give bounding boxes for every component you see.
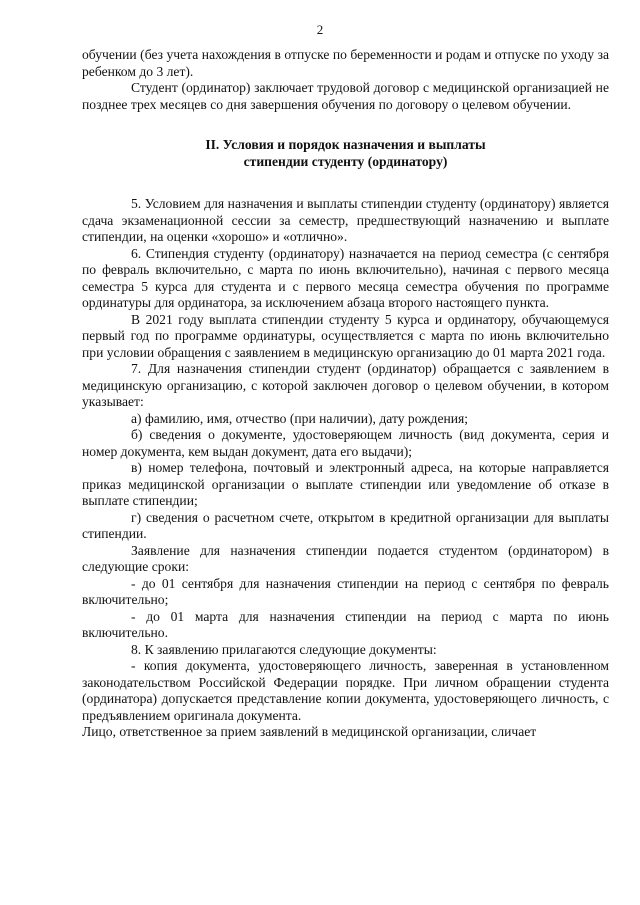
- document-body: [82, 47, 609, 741]
- section-heading: [82, 137, 609, 170]
- paragraph-5: 5. Условием для назначения и выплаты стипендии студенту (ординатору) является сдача экзаменационной сессии за семестр, предшествующий назначению и выплате стипендии, на оценки «хорошо» и «отлично».: [82, 196, 609, 244]
- paragraph-7-c: в) номер телефона, почтовый и электронный адреса, на которые направляется приказ медицинской организации о выплате стипендии или уведомление об отказе в выплате стипендии;: [82, 460, 609, 508]
- paragraph-application-terms: Заявление для назначения стипендии подается студентом (ординатором) в следующие сроки:: [82, 542, 609, 574]
- paragraph-7-a: а) фамилию, имя, отчество (при наличии), дату рождения;: [131, 410, 469, 426]
- paragraph-7-d: г) сведения о расчетном счете, открытом в кредитной организации для выплаты стипендии.: [82, 509, 609, 541]
- list-item-march: - до 01 марта для назначения стипендии на период с марта по июнь включительно.: [82, 608, 609, 640]
- paragraph-7-b: б) сведения о документе, удостоверяющем личность (вид документа, серия и номер документа, кем выдан документ, дата его выдачи);: [82, 427, 609, 459]
- paragraph-intro-2: Студент (ординатор) заключает трудовой договор с медицинской организацией не позднее трех месяцев со дня завершения обучения по договору о целевом обучении.: [82, 80, 609, 112]
- paragraph-8: 8. К заявлению прилагаются следующие документы:: [131, 641, 437, 657]
- page-number: 2: [316, 22, 324, 37]
- section-heading-line-1: II. Условия и порядок назначения и выплаты: [205, 137, 486, 152]
- paragraph-continuation: Лицо, ответственное за прием заявлений в медицинской организации, сличает: [82, 724, 537, 739]
- paragraph-6: 6. Стипендия студенту (ординатору) назначается на период семестра (с сентября по февраль включительно, с марта по июнь включительно), начиная с первого месяца семестра 5 курса для студента и с первого месяца семестра обучения по программе ординатуры для ординатора, за исключением абзаца второго настоящего пункта.: [82, 245, 609, 310]
- section-heading-line-2: стипендии студенту (ординатору): [243, 153, 448, 169]
- list-item-september: - до 01 сентября для назначения стипендии на период с сентября по февраль включительно;: [82, 575, 609, 607]
- paragraph-6-second: В 2021 году выплата стипендии студенту 5 курса и ординатору, обучающемуся первый год по программе ординатуры, осуществляется с марта по июнь включительно при условии обращения с заявлением в медицинскую организацию до 01 марта 2021 года.: [82, 311, 609, 360]
- paragraph-intro-1: обучении (без учета нахождения в отпуске по беременности и родам и отпуске по уходу за ребенком до 3 лет).: [82, 47, 609, 79]
- list-item-id-copy: - копия документа, удостоверяющего личность, заверенная в установленном законодательством Российской Федерации порядке. При личном обращении студента (ординатора) допускается представление копии документа, удостоверяющего личность, с предъявлением оригинала документа.: [82, 658, 609, 723]
- paragraph-7: 7. Для назначения стипендии студент (ординатор) обращается с заявлением в медицинскую организацию, с которой заключен договор о целевом обучении, в котором указывает:: [82, 361, 609, 409]
